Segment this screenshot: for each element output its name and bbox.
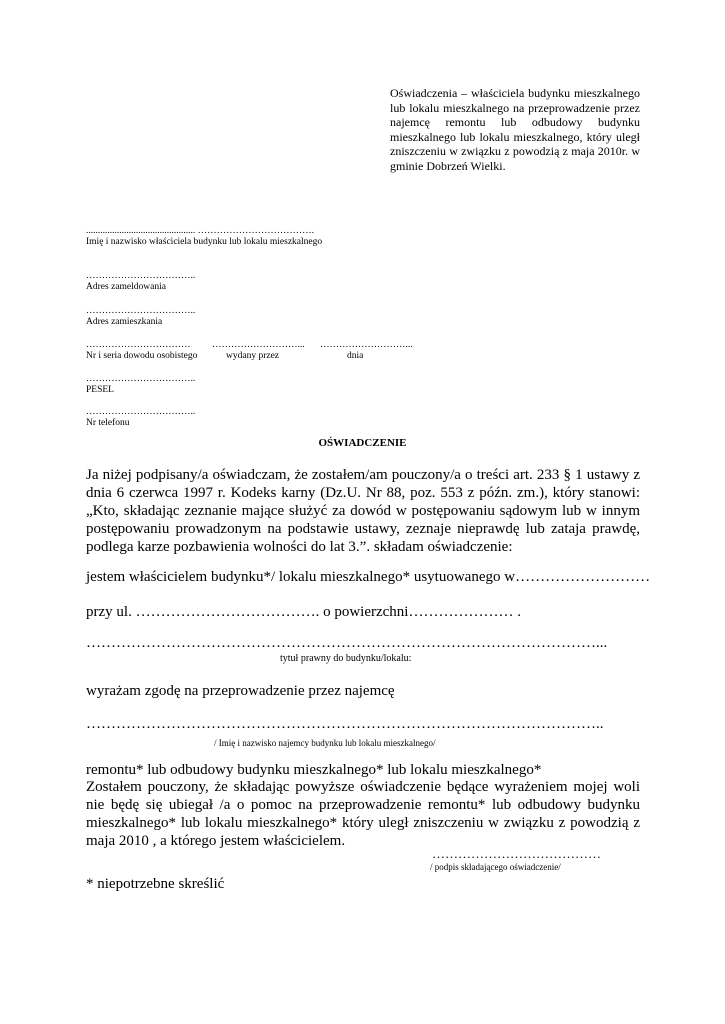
consent-line: wyrażam zgodę na przeprowadzenie przez najemcę: [86, 683, 395, 699]
residence-address-label: Adres zamieszkania: [86, 317, 163, 327]
issued-by-label: wydany przez: [226, 351, 280, 361]
street-area-line: przy ul. ………………………………. o powierzchni………………… .: [86, 604, 521, 620]
statement-paragraph: Ja niżej podpisany/a oświadczam, że zostałem/am pouczony/a o treści art. 233 § 1 ustawy z dnia 6 czerwca 1997 r. Kodeks karny (Dz.U. Nr 88, poz. 553 z późn. zm.), który stanowi: „Kto, składając zeznanie mające służyć za dowód w postępowaniu sądowym lub w innym postępowaniu prowadzonym na podstawie ustawy, zeznaje nieprawdę lub zataja prawdę, podlega karze pozbawienia wolności do lat 3.”. składam oświadczenie:: [86, 467, 640, 555]
phone-label: Nr telefonu: [86, 418, 130, 428]
registered-address-label: Adres zameldowania: [86, 282, 166, 292]
legal-title-dotted-line: …………………………………………………………………………………………...: [86, 635, 608, 651]
pesel-dotted-line: ……………………………..: [86, 374, 196, 384]
residence-address-dotted-line: ……………………………..: [86, 306, 196, 316]
footnote: * niepotrzebne skreślić: [86, 876, 225, 892]
tenant-name-label: / Imię i nazwisko najemcy budynku lub lokalu mieszkalnego/: [214, 738, 436, 748]
closing-paragraph: Zostałem pouczony, że składając powyższe oświadczenie będące wyrażeniem mojej woli nie będę się ubiegał /a o pomoc na przeprowadzenie remontu* lub odbudowy budynku mieszkalnego* lub lokalu mieszkalnego* który uległ zniszczeniu w związku z powodzią z maja 2010 , a którego jestem właścicielem.: [86, 779, 640, 849]
legal-title-label: tytuł prawny do budynku/lokalu:: [280, 653, 412, 664]
owner-statement-line: jestem właścicielem budynku*/ lokalu mieszkalnego* usytuowanego w………………………: [86, 569, 651, 585]
signature-label: / podpis składającego oświadczenie/: [430, 862, 561, 872]
tenant-dotted-line: …………………………………………………………………………………………..: [86, 716, 604, 732]
owner-name-dotted-line: .............................................. ……………………………….: [86, 226, 314, 236]
phone-dotted-line: ……………………………..: [86, 407, 196, 417]
pesel-label: PESEL: [86, 385, 114, 395]
id-number-label: Nr i seria dowodu osobistego: [86, 351, 198, 361]
issued-by-dotted-line: ………………………...: [212, 340, 305, 350]
issue-date-dotted-line: ………………………...: [320, 340, 413, 350]
issue-date-label: dnia: [347, 351, 364, 361]
id-number-dotted-line: ……………………………: [86, 340, 191, 350]
renovation-line: remontu* lub odbudowy budynku mieszkalnego* lub lokalu mieszkalnego*: [86, 762, 542, 778]
signature-dotted-line: …………………………………: [432, 846, 601, 861]
document-header-note: Oświadczenia – właściciela budynku mieszkalnego lub lokalu mieszkalnego na przeprowadzenie przez najemcę remontu lub odbudowy budynku mieszkalnego lub lokalu mieszkalnego, który uległ zniszczeniu w związku z powodzią z maja 2010r. w gminie Dobrzeń Wielki.: [390, 86, 640, 173]
registered-address-dotted-line: ……………………………..: [86, 271, 196, 281]
owner-name-label: Imię i nazwisko właściciela budynku lub lokalu mieszkalnego: [86, 237, 323, 247]
document-title: OŚWIADCZENIE: [318, 437, 407, 449]
